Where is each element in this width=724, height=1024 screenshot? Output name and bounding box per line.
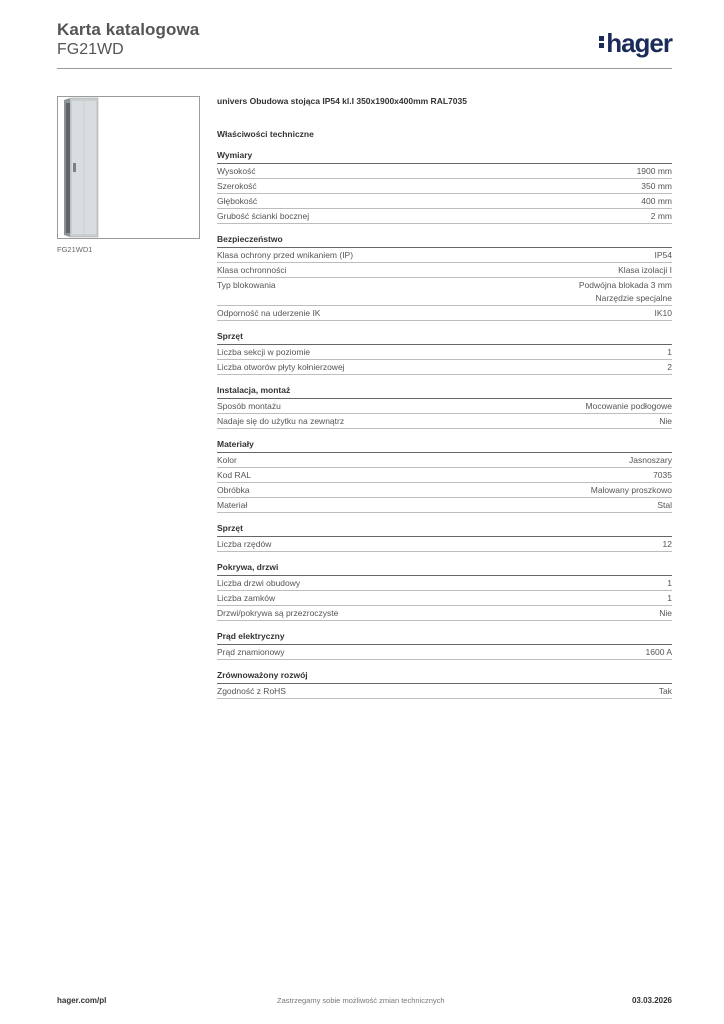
page-title: Karta katalogowa bbox=[57, 20, 200, 39]
property-row bbox=[217, 179, 672, 194]
property-value bbox=[641, 180, 672, 193]
main-content bbox=[217, 96, 672, 699]
property-value-line: 350 mm bbox=[641, 181, 672, 191]
property-value-line: Klasa izolacji I bbox=[618, 265, 672, 275]
footer-disclaimer: Zastrzegamy sobie możliwość zmian technicznych bbox=[277, 996, 445, 1005]
property-row bbox=[217, 468, 672, 483]
property-label: Szerokość bbox=[217, 181, 257, 191]
property-label: Typ blokowania bbox=[217, 280, 276, 290]
product-image bbox=[57, 96, 200, 239]
property-row bbox=[217, 453, 672, 468]
property-row bbox=[217, 537, 672, 552]
product-code: FG21WD bbox=[57, 41, 124, 58]
property-value bbox=[659, 415, 672, 428]
property-group bbox=[217, 385, 672, 429]
group-title: Sprzęt bbox=[217, 331, 672, 345]
group-title: Prąd elektryczny bbox=[217, 631, 672, 645]
group-title: Bezpieczeństwo bbox=[217, 234, 672, 248]
property-row bbox=[217, 414, 672, 429]
property-value bbox=[591, 484, 672, 497]
property-row bbox=[217, 606, 672, 621]
logo-text: hager bbox=[606, 28, 672, 58]
property-value bbox=[579, 279, 672, 305]
property-label: Liczba sekcji w poziomie bbox=[217, 347, 311, 357]
property-label: Wysokość bbox=[217, 166, 256, 176]
property-label: Odporność na uderzenie IK bbox=[217, 308, 321, 318]
property-value-line: 7035 bbox=[653, 470, 672, 480]
footer-date: 03.03.2026 bbox=[631, 996, 672, 1005]
property-value bbox=[657, 499, 672, 512]
property-value bbox=[667, 592, 672, 605]
property-value bbox=[651, 210, 672, 223]
property-label: Nadaje się do użytku na zewnątrz bbox=[217, 416, 345, 426]
property-value bbox=[653, 469, 672, 482]
property-row bbox=[217, 194, 672, 209]
property-value-line: 1 bbox=[667, 347, 672, 357]
property-value bbox=[663, 538, 672, 551]
property-value-line: Podwójna blokada 3 mm bbox=[578, 280, 672, 290]
property-value bbox=[641, 195, 672, 208]
property-value bbox=[667, 346, 672, 359]
property-row bbox=[217, 399, 672, 414]
property-label: Klasa ochrony przed wnikaniem (IP) bbox=[217, 250, 354, 260]
property-value-line: 1 bbox=[667, 578, 672, 588]
property-value-line: 1600 A bbox=[645, 647, 672, 657]
property-value bbox=[659, 607, 672, 620]
enclosure-illustration bbox=[58, 97, 199, 238]
property-label: Sposób montażu bbox=[217, 401, 281, 411]
page-header bbox=[57, 20, 672, 69]
property-value bbox=[637, 165, 672, 178]
group-title: Pokrywa, drzwi bbox=[217, 562, 672, 576]
property-label: Liczba rzędów bbox=[217, 539, 272, 549]
property-value-line: 1 bbox=[667, 593, 672, 603]
property-group bbox=[217, 234, 672, 321]
property-value-line: IK10 bbox=[654, 308, 672, 318]
property-value bbox=[586, 400, 672, 413]
property-value-line: 2 mm bbox=[650, 211, 672, 221]
section-title: Właściwości techniczne bbox=[217, 129, 314, 139]
property-label: Klasa ochronności bbox=[217, 265, 287, 275]
property-group bbox=[217, 523, 672, 552]
property-group bbox=[217, 331, 672, 375]
property-row bbox=[217, 360, 672, 375]
logo-dots-icon bbox=[599, 34, 604, 50]
property-value bbox=[655, 307, 673, 320]
property-row bbox=[217, 306, 672, 321]
property-value-line: IP54 bbox=[654, 250, 672, 260]
property-label: Prąd znamionowy bbox=[217, 647, 285, 657]
property-label: Kolor bbox=[217, 455, 237, 465]
group-title: Sprzęt bbox=[217, 523, 672, 537]
property-label: Liczba drzwi obudowy bbox=[217, 578, 301, 588]
property-label: Zgodność z RoHS bbox=[217, 686, 286, 696]
property-value bbox=[667, 577, 672, 590]
property-group bbox=[217, 439, 672, 513]
group-title: Materiały bbox=[217, 439, 672, 453]
property-row bbox=[217, 684, 672, 699]
property-row bbox=[217, 483, 672, 498]
property-value bbox=[618, 264, 672, 277]
property-row bbox=[217, 263, 672, 278]
property-value-line: Narzędzie specjalne bbox=[595, 293, 672, 303]
property-label: Liczba otworów płyty kołnierzowej bbox=[217, 362, 345, 372]
hager-logo bbox=[599, 28, 672, 59]
property-groups bbox=[217, 150, 672, 699]
property-row bbox=[217, 576, 672, 591]
property-label: Obróbka bbox=[217, 485, 250, 495]
property-value bbox=[667, 361, 672, 374]
group-title: Wymiary bbox=[217, 150, 672, 164]
property-value-line: Malowany proszkowo bbox=[590, 485, 672, 495]
property-label: Kod RAL bbox=[217, 470, 252, 480]
property-value bbox=[655, 249, 673, 262]
property-value-line: Jasnoszary bbox=[629, 455, 672, 465]
group-title: Zrównoważony rozwój bbox=[217, 670, 672, 684]
property-row bbox=[217, 248, 672, 263]
property-row bbox=[217, 209, 672, 224]
property-value-line: Nie bbox=[659, 608, 672, 618]
property-group bbox=[217, 150, 672, 224]
property-label: Grubość ścianki bocznej bbox=[217, 211, 310, 221]
property-row bbox=[217, 591, 672, 606]
property-value bbox=[646, 646, 672, 659]
property-label: Drzwi/pokrywa są przezroczyste bbox=[217, 608, 339, 618]
property-row bbox=[217, 345, 672, 360]
property-value-line: Stal bbox=[657, 500, 672, 510]
property-value-line: 400 mm bbox=[641, 196, 672, 206]
property-value bbox=[629, 454, 672, 467]
property-row bbox=[217, 164, 672, 179]
property-group bbox=[217, 562, 672, 621]
property-value-line: Tak bbox=[658, 686, 672, 696]
property-row bbox=[217, 278, 672, 306]
property-value bbox=[659, 685, 672, 698]
property-label: Głębokość bbox=[217, 196, 258, 206]
property-label: Materiał bbox=[217, 500, 248, 510]
property-value-line: 1900 mm bbox=[636, 166, 672, 176]
property-value-line: 2 bbox=[667, 362, 672, 372]
property-group bbox=[217, 670, 672, 699]
product-description: univers Obudowa stojąca IP54 kl.I 350x1900x400mm RAL7035 bbox=[217, 96, 467, 106]
property-label: Liczba zamków bbox=[217, 593, 276, 603]
property-value-line: Nie bbox=[659, 416, 672, 426]
group-title: Instalacja, montaż bbox=[217, 385, 672, 399]
property-group bbox=[217, 631, 672, 660]
image-caption: FG21WD1 bbox=[57, 245, 93, 254]
property-row bbox=[217, 498, 672, 513]
property-value-line: Mocowanie podłogowe bbox=[585, 401, 672, 411]
property-row bbox=[217, 645, 672, 660]
property-value-line: 12 bbox=[662, 539, 672, 549]
footer-website-link[interactable]: hager.com/pl bbox=[57, 996, 107, 1005]
